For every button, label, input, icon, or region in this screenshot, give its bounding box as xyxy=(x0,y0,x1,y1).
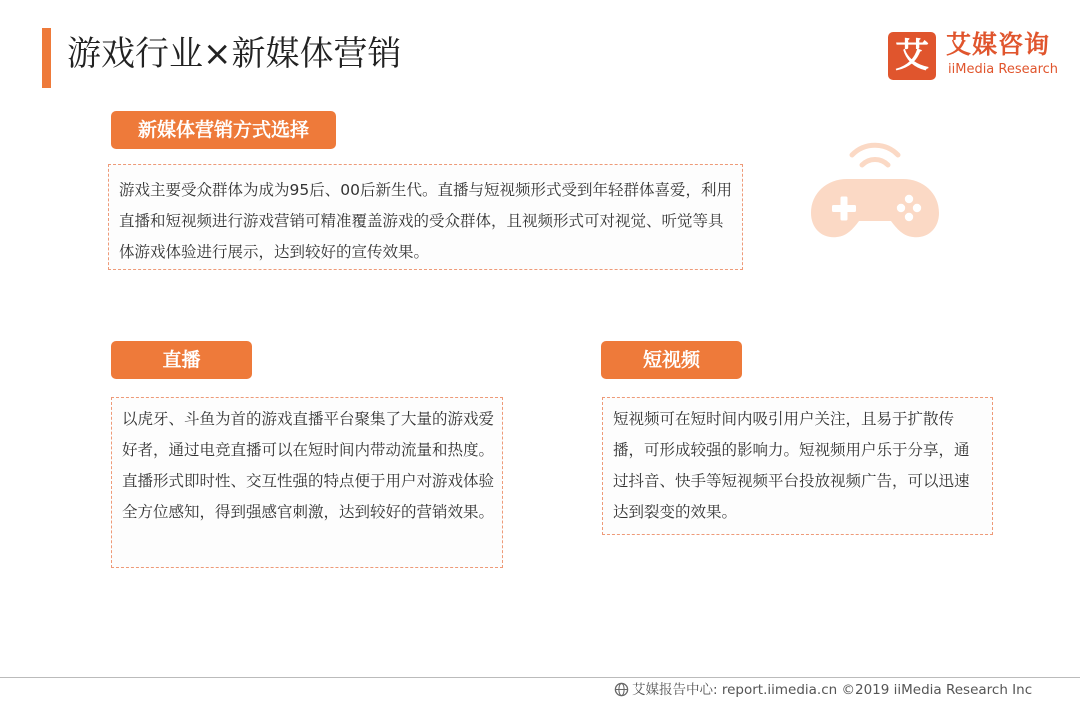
logo-name-cn: 艾媒咨询 xyxy=(946,30,1051,59)
gamepad-wifi-icon xyxy=(805,133,945,243)
title-accent-bar xyxy=(42,28,51,88)
footer-divider xyxy=(0,677,1080,678)
page-title: 游戏行业×新媒体营销 xyxy=(67,34,402,74)
section-label-live-streaming: 直播 xyxy=(111,341,252,379)
section-label-marketing-choice: 新媒体营销方式选择 xyxy=(111,111,336,149)
section-label-short-video: 短视频 xyxy=(601,341,742,379)
logo-name-en: iiMedia Research xyxy=(948,62,1059,77)
footer-text: 艾媒报告中心: report.iimedia.cn ©2019 iiMedia Research Inc xyxy=(632,682,1033,698)
section-text-short-video: 短视频可在短时间内吸引用户关注，且易于扩散传播，可形成较强的影响力。短视频用户乐于分享，通过抖音、快手等短视频平台投放视频广告，可以迅速达到裂变的效果。 xyxy=(602,397,993,535)
logo-mark-char: 艾 xyxy=(895,36,929,76)
footer xyxy=(614,680,1032,700)
iimedia-logo xyxy=(886,30,1066,86)
section-text-marketing-choice: 游戏主要受众群体为成为95后、00后新生代。直播与短视频形式受到年轻群体喜爱，利用直播和短视频进行游戏营销可精准覆盖游戏的受众群体，且视频形式可对视觉、听觉等具体游戏体验进行展示，达到较好的宣传效果。 xyxy=(108,164,743,270)
globe-icon xyxy=(614,682,629,697)
section-text-live-streaming: 以虎牙、斗鱼为首的游戏直播平台聚集了大量的游戏爱好者，通过电竞直播可以在短时间内带动流量和热度。直播形式即时性、交互性强的特点便于用户对游戏体验全方位感知，得到强感官刺激，达到较好的营销效果。 xyxy=(111,397,503,568)
logo-mark xyxy=(888,32,936,80)
